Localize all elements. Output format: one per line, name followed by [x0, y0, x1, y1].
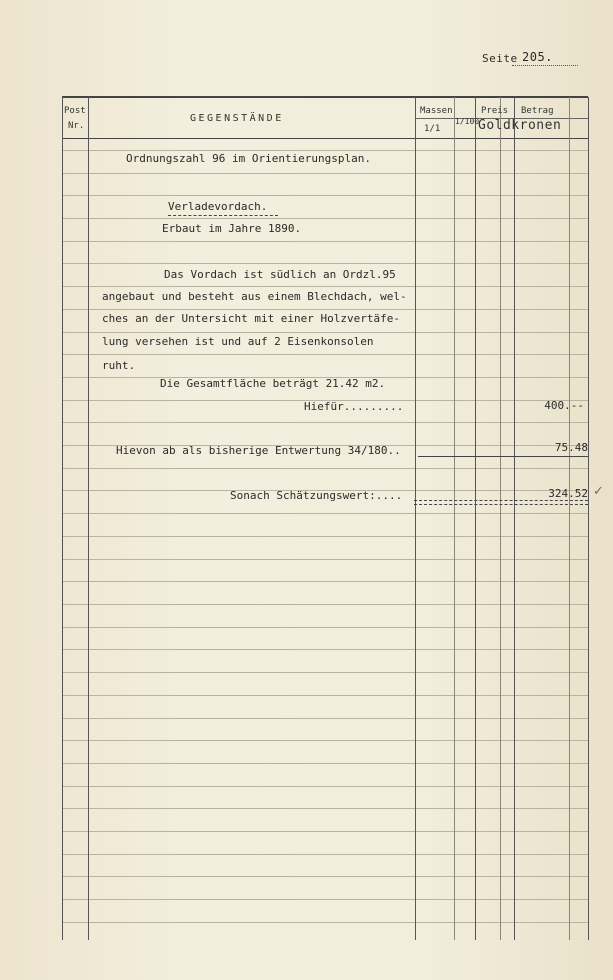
ruled-line: [62, 536, 588, 537]
column-line-betrag-cents: [569, 97, 570, 940]
checkmark-icon: ✓: [593, 484, 604, 499]
ruled-line: [62, 649, 588, 650]
ruled-line: [62, 831, 588, 832]
header-betrag: Betrag: [521, 106, 554, 116]
seite-number: 205.: [522, 50, 553, 64]
header-bottom-border: [62, 138, 588, 139]
header-currency: Goldkronen: [478, 118, 562, 133]
seite-label: Seite: [482, 52, 518, 65]
header-post: Post: [64, 106, 86, 116]
ruled-line: [62, 763, 588, 764]
ruled-line: [62, 695, 588, 696]
line-built: Erbaut im Jahre 1890.: [162, 222, 302, 235]
subtotal-rule: [418, 456, 588, 457]
ruled-line: [62, 173, 588, 174]
ruled-line: [62, 922, 588, 923]
header-massen-fraction: 1/100: [455, 117, 480, 126]
header-gegenstaende: GEGENSTÄNDE: [190, 113, 284, 124]
line-desc-1: Das Vordach ist südlich an Ordzl.95: [164, 268, 396, 281]
ruled-line: [62, 876, 588, 877]
column-line-right: [588, 97, 589, 940]
header-preis: Preis: [481, 106, 509, 116]
column-line-preis-a: [500, 97, 501, 940]
amount-hievon: 75.48: [554, 441, 588, 454]
line-sonach: Sonach Schätzungswert:....: [230, 489, 403, 502]
ruled-line: [62, 513, 588, 514]
line-ordnungszahl: Ordnungszahl 96 im Orientierungsplan.: [126, 152, 372, 165]
ruled-line: [62, 808, 588, 809]
title-underline: [168, 215, 278, 216]
ruled-line: [62, 309, 588, 310]
ruled-line: [62, 854, 588, 855]
line-desc-2: angebaut und besteht aus einem Blechdach, wel-: [102, 290, 407, 303]
column-line-text: [415, 97, 416, 940]
amount-sonach: 324.52: [548, 487, 588, 500]
ruled-line: [62, 150, 588, 151]
header-top-border: [62, 96, 588, 98]
ruled-line: [62, 422, 588, 423]
line-hievon: Hievon ab als bisherige Entwertung 34/180..: [116, 444, 401, 457]
column-line-massen-whole: [454, 97, 455, 940]
ruled-line: [62, 286, 588, 287]
column-line-preis: [514, 97, 515, 940]
line-desc-5: ruht.: [102, 359, 136, 372]
ruled-line: [62, 899, 588, 900]
ruled-line: [62, 718, 588, 719]
line-desc-3: ches an der Untersicht mit einer Holzvertäfe-: [102, 312, 401, 325]
column-line-left: [62, 97, 63, 940]
column-line-post: [88, 97, 89, 940]
ruled-line: [62, 241, 588, 242]
ruled-line: [62, 627, 588, 628]
line-desc-4: lung versehen ist und auf 2 Eisenkonsolen: [102, 335, 374, 348]
ruled-line: [62, 604, 588, 605]
header-massen-whole: 1/1: [424, 124, 441, 134]
amount-hiefuer: 400.--: [544, 399, 584, 412]
ruled-line: [62, 740, 588, 741]
ruled-line: [62, 559, 588, 560]
line-title: Verladevordach.: [168, 200, 268, 213]
ruled-line: [62, 581, 588, 582]
header-nr: Nr.: [68, 121, 85, 131]
header-massen: Massen: [420, 106, 453, 116]
line-hiefuer: Hiefür.........: [304, 400, 404, 413]
ruled-line: [62, 786, 588, 787]
ruled-line: [62, 332, 588, 333]
ruled-line: [62, 218, 588, 219]
column-line-massen: [475, 97, 476, 940]
line-area: Die Gesamtfläche beträgt 21.42 m2.: [160, 377, 386, 390]
ruled-line: [62, 263, 588, 264]
ruled-line: [62, 354, 588, 355]
ruled-line: [62, 195, 588, 196]
ruled-line: [62, 468, 588, 469]
total-double-rule: [414, 500, 588, 505]
ruled-line: [62, 672, 588, 673]
